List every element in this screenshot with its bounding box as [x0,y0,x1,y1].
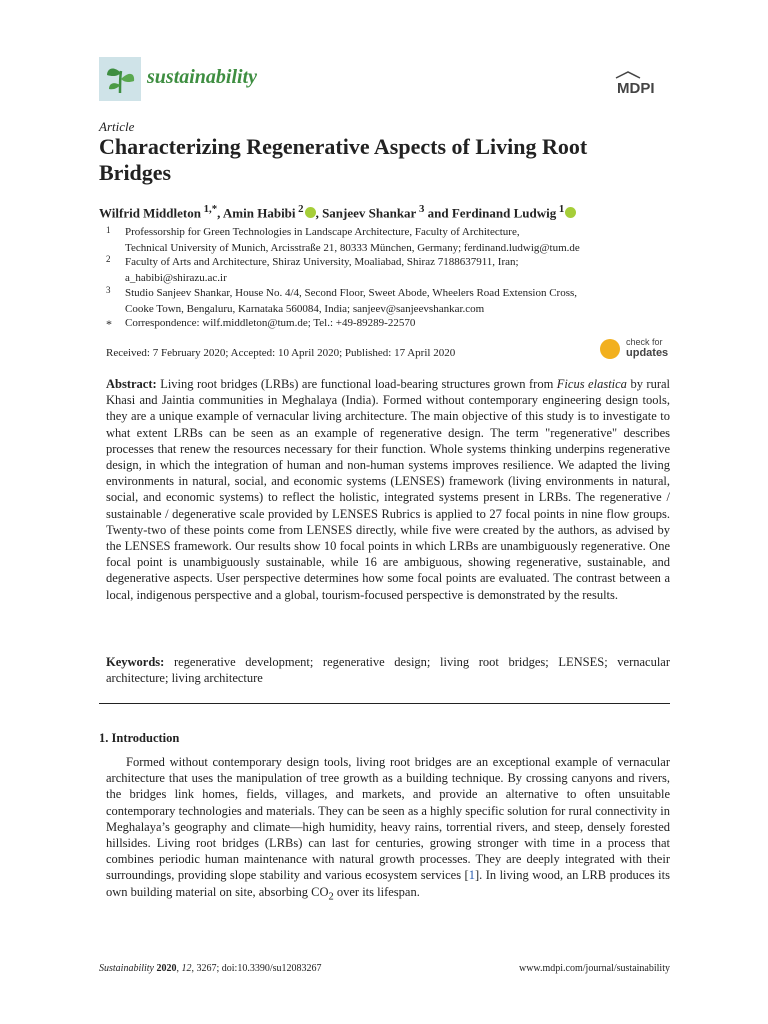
affiliation-mark: 1 [106,225,111,235]
publisher-logo-text: MDPI [617,80,655,97]
abstract [106,376,670,603]
subscript: 2 [328,891,334,903]
intro-text: Formed without contemporary design tools, living root bridges are an exceptional example of vernacular architecture that uses the manipulation of tree growth as a building technique. By crossing canyons and rivers, the bridges link homes, fields, villages, and markets, and provide an alternative to often unsuitable contemporary technologies and materials. They can be seen as a highly specific solution for rural connectivity in Meghalaya’s geography and climate—high humidity, heavy rains, torrential rivers, and steep, densely forested hillsides. Living root bridges (LRBs) can last for centuries, growing stronger with time in a process that combines periodic human maintenance with natural growth processes. They are deeply integrated with their surroundings, providing slope stability and various ecosystem services [ [106,755,670,883]
publisher-logo [613,70,671,98]
abstract-text: by rural Khasi and Jaintia communities in Meghalaya (India). Formed without contemporary engineering design tools, they are a unique example of vernacular living architecture. The main objective of this study is to investigate to what extent LRBs can be seen as an example of regenerative design. The term "regenerative" describes processes that renew the resources necessary for their function. Whole systems thinking underpins regenerative design, in which the integration of human and non-human systems improves resilience. We adapted the living environments in natural, social, and economic systems (LENSES) framework (living environments in natural, social, and economic systems) to reflect the holistic, integrated systems present in LRBs. The regenerative / sustainable / degenerative scale provided by LENSES Rubrics is applied to 27 focal points in nine flow groups. Twenty-two of these points come from LENSES directly, while five were created by the authors, as advised by the LENSES framework. Our results show 10 focal points in which LRBs are unambiguously regenerative. One focal point is unambiguously sustainable, while 16 are ambiguous, showing regenerative, sustainable, and degenerative aspects. User perspective determines how some focal points are evaluated. The contrast between a local, indigenous perspective and a global, tourism-focused perspective is demonstrated by the results. [106,377,671,602]
keywords-label: Keywords: [106,655,165,669]
author-affiliation-mark: 2 [298,203,304,215]
correspondence [125,315,665,331]
section-heading: 1. Introduction [99,731,180,745]
affiliation-line: Cooke Town, Bengaluru, Karnataka 560084, India; sanjeev@sanjeevshankar.com [125,303,485,315]
author-affiliation-mark: 1,* [203,203,218,215]
affiliation-line: Correspondence: wilf.middleton@tum.de; Tel.: +49-89289-22570 [125,317,416,329]
affiliation-line: Professorship for Green Technologies in Landscape Architecture, Faculty of Architecture, [125,226,520,238]
affiliation-mark: 3 [106,285,111,295]
orcid-icon[interactable] [305,207,316,218]
affiliation-line: Studio Sanjeev Shankar, House No. 4/4, Second Floor, Sweet Abode, Wheelers Road Extension Cross, [125,287,577,299]
check-updates-icon [600,339,620,359]
intro-paragraph [106,754,670,905]
journal-logo [99,57,141,101]
author-name: Ferdinand Ludwig [451,205,557,221]
author-affiliation-mark: 3 [418,203,425,215]
citation-link[interactable]: 1 [468,868,475,883]
journal-name: sustainability [147,66,258,88]
check-updates-line1: check for [626,337,663,347]
publication-dates: Received: 7 February 2020; Accepted: 10 April 2020; Published: 17 April 2020 [106,347,456,359]
check-updates-line2: updates [626,347,669,359]
affiliation-line: Faculty of Arts and Architecture, Shiraz University, Moaliabad, Shiraz 7188637911, Iran; [125,256,519,268]
footer-year: 2020 [156,963,177,974]
affiliation [125,224,665,256]
author-list: Wilfrid Middleton $^{1,*}$, Amin Habibi $^2$ , Sanjeev Shankar $^3$ and Ferdinand Ludwig $^1$ [99,203,679,221]
author-name: Amin Habibi [222,205,296,221]
check-for-updates-button[interactable] [600,337,672,363]
affiliation-line: a_habibi@shirazu.ac.ir [125,272,227,284]
author-name: Sanjeev Shankar [322,205,417,221]
intro-text: ]. In living wood, an LRB produces its own building material on site, absorbing CO [106,868,670,899]
affiliation-mark: 2 [106,254,111,264]
section-divider [99,703,670,704]
article-type: Article [99,119,135,134]
keywords-text: regenerative development; regenerative design; living root bridges; LENSES; vernacular architecture; living architecture [106,655,671,686]
orcid-icon[interactable] [565,207,576,218]
affiliation-mark: * [106,317,112,331]
author-name: Wilfrid Middleton [99,205,201,221]
keywords [106,654,670,686]
intro-text: over its lifespan. [333,884,420,899]
footer-doi: , 3267; doi:10.3390/su12083267 [191,963,322,974]
footer-journal: Sustainability [99,963,154,974]
abstract-text: Living root bridges (LRBs) are functional load-bearing structures grown from [160,377,554,391]
abstract-label: Abstract: [106,377,157,391]
affiliation-line: Technical University of Munich, Arcisstraße 21, 80333 München, Germany; ferdinand.ludwig@tum.de [125,242,580,254]
affiliation [125,285,665,317]
footer-citation: Sustainability 2020, 12, 3267; doi:10.3390/su12083267 [99,963,322,974]
footer-url[interactable]: www.mdpi.com/journal/sustainability [518,963,670,974]
article-title: Characterizing Regenerative Aspects of Living Root Bridges [99,134,588,185]
footer-volume: 12 [181,963,192,974]
species-name: Ficus elastica [556,377,627,391]
author-affiliation-mark: 1 [558,203,565,215]
affiliation [125,254,665,286]
